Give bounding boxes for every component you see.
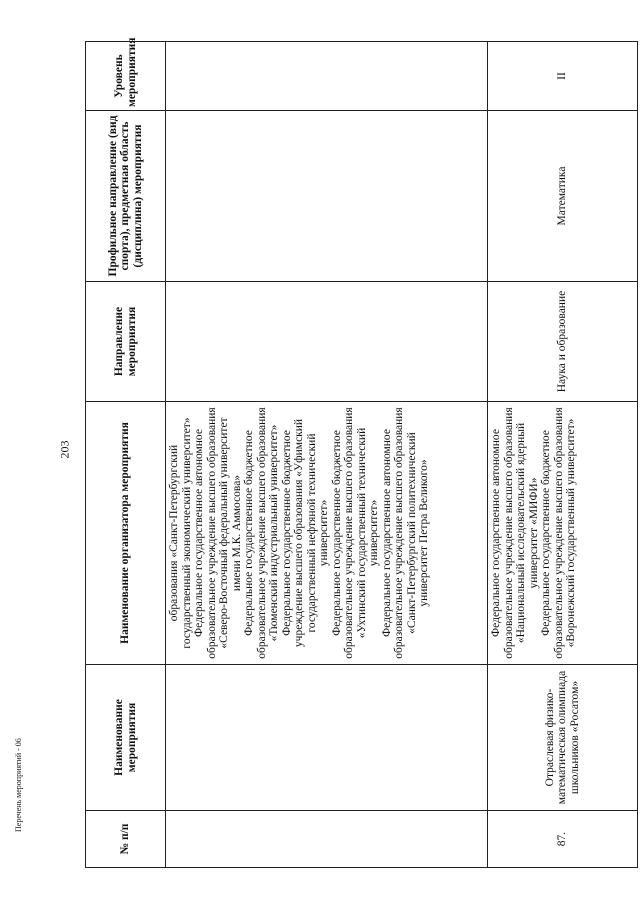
footer-note: Перечень мероприятий - 06 bbox=[14, 738, 23, 832]
organizer-line: Федеральное государственное автономное образовательное учреждение высшего образования «Северо-Восточный федеральный университет имени М.К. Аммосова» bbox=[193, 407, 243, 659]
organizer-line: образования «Санкт-Петербургский государственный экономический университет» bbox=[168, 417, 193, 649]
cell-profile bbox=[166, 111, 488, 282]
organizer-line: Федеральное государственное автономное образовательное учреждение высшего образования «Санкт-Петербургский политехнический университет Петра Великого» bbox=[380, 407, 430, 659]
organizer-line: Федеральное государственное бюджетное образовательное учреждение высшего образования «Тюменский индустриальный университет» bbox=[243, 407, 280, 659]
header-direction: Направление мероприятия bbox=[86, 282, 166, 402]
cell-name: Отраслевая физико-математическая олимпиада школьников «Росатом» bbox=[488, 665, 638, 811]
table-row bbox=[488, 42, 638, 868]
cell-direction: Наука и образование bbox=[488, 282, 638, 402]
header-name: Наименование мероприятия bbox=[86, 665, 166, 811]
cell-name bbox=[166, 665, 488, 811]
header-level: Уровень мероприятия bbox=[86, 42, 166, 111]
cell-level bbox=[166, 42, 488, 111]
header-organizer: Наименование организатора мероприятия bbox=[86, 402, 166, 665]
cell-level: II bbox=[488, 42, 638, 111]
events-table bbox=[85, 37, 638, 868]
organizer-line: Федеральное государственное бюджетное образовательное учреждение высшего образования «Воронежский государственный университет» bbox=[540, 407, 577, 659]
cell-organizer bbox=[488, 402, 638, 665]
organizer-line: Федеральное государственное автономное образовательное учреждение высшего образования «Национальный исследовательский ядерный университет «МИФИ» bbox=[490, 407, 540, 659]
header-profile: Профильное направление (вид спорта), предметная область (дисциплина) мероприятия bbox=[86, 111, 166, 282]
cell-num bbox=[166, 811, 488, 868]
cell-direction bbox=[166, 282, 488, 402]
organizer-line: Федеральное государственное бюджетное учреждение высшего образования «Уфимский государственный нефтяной технический университет» bbox=[280, 418, 330, 648]
rotated-table-container bbox=[85, 37, 637, 868]
organizer-line: Федеральное государственное бюджетное образовательное учреждение высшего образования «Ухтинский государственный технический университет» bbox=[330, 407, 380, 659]
page-number: 203 bbox=[57, 440, 72, 459]
header-num: № п/п bbox=[86, 811, 166, 868]
cell-num: 87. bbox=[488, 811, 638, 868]
table-row bbox=[166, 42, 488, 868]
cell-organizer bbox=[166, 402, 488, 665]
cell-profile: Математика bbox=[488, 111, 638, 282]
